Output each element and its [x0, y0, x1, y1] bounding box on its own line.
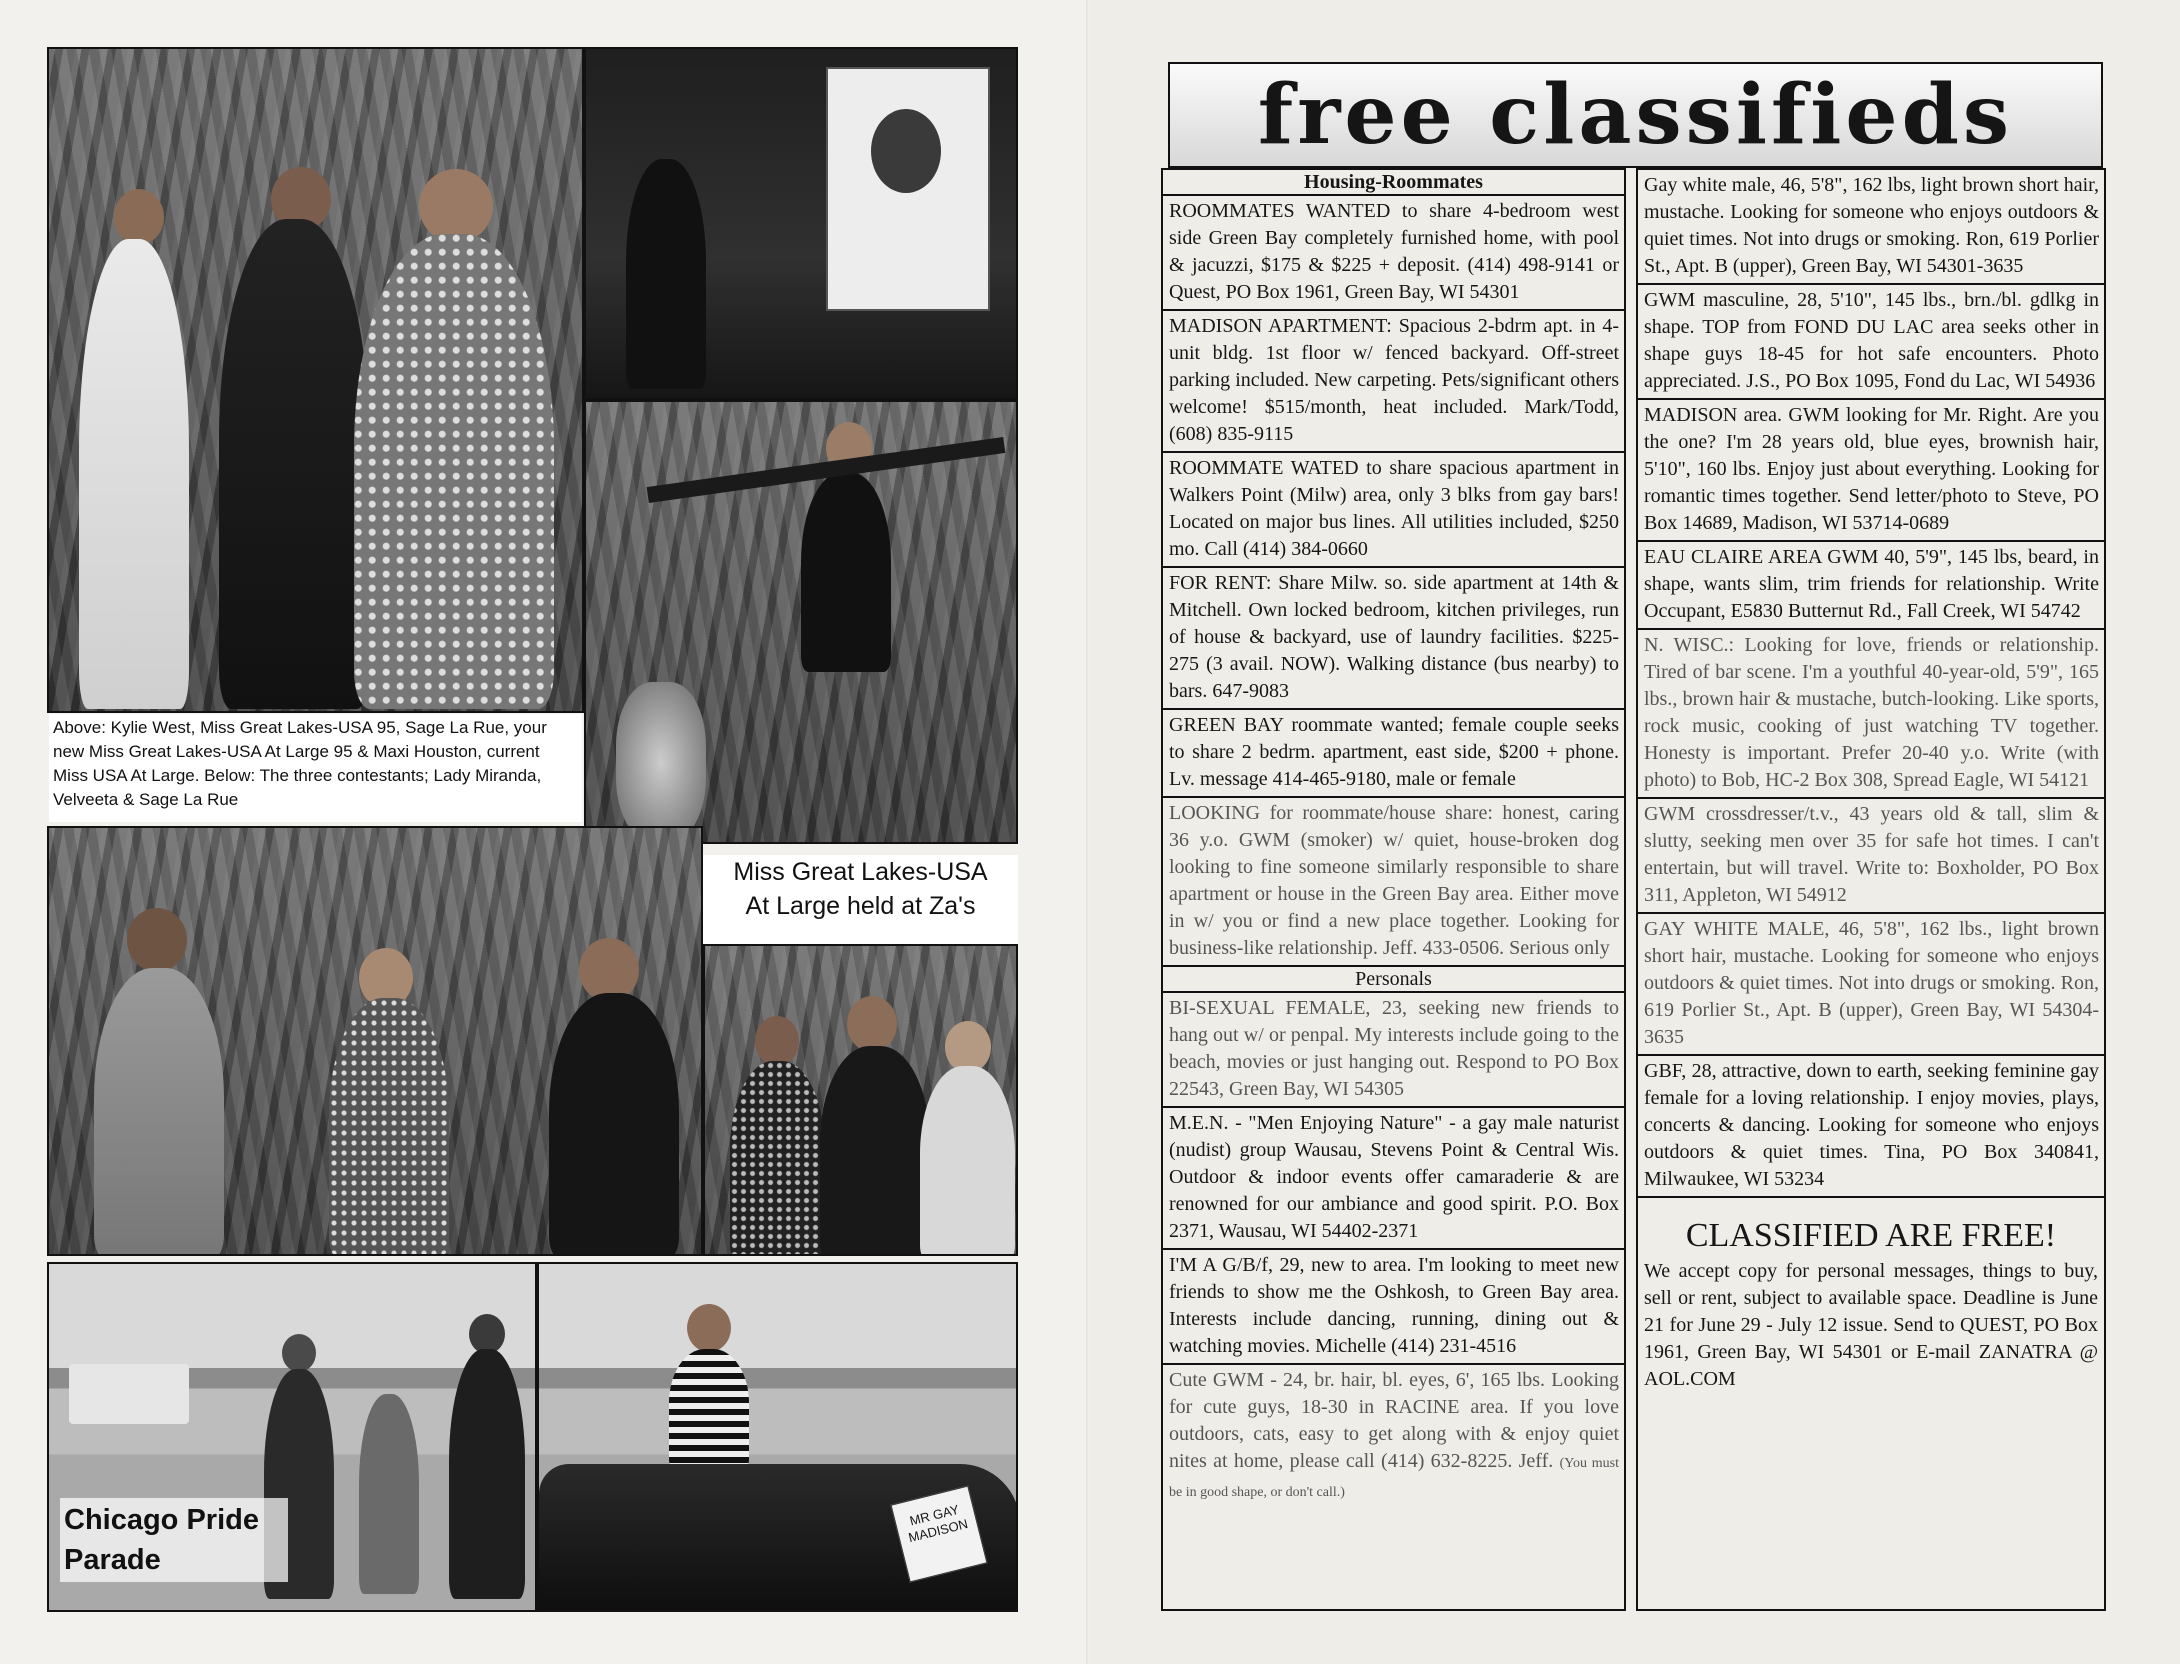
free-classifieds-notice [1638, 1198, 2104, 1393]
free-notice-body: We accept copy for personal messages, things to buy, sell or rent, subject to available space. Deadline is June 21 for June 29 - July 12 issue. Send to QUEST, PO Box 1961, Green Bay, WI 54301 or E-mail ZANATRA @ AOL.COM [1644, 1260, 2098, 1390]
classified-ad: GAY WHITE MALE, 46, 5'8", 162 lbs., light brown short hair, mustache. Looking for someone who enjoys outdoors & quiet times. Not into drugs or smoking. Ron, 619 Porlier St., Apt. B (upper), Green Bay, WI 54304-3635 [1638, 914, 2104, 1056]
classified-ad: M.E.N. - "Men Enjoying Nature" - a gay male naturist (nudist) group Wausau, Stevens Point & Central Wis. Outdoor & indoor events offer camaraderie & are renowned for our ambiance and good spirit. P.O. Box 2371, Wausau, WI 54402-2371 [1163, 1108, 1624, 1250]
section-heading-housing: Housing-Roommates [1163, 170, 1624, 196]
classifieds-masthead: free classifieds [1168, 62, 2103, 168]
photo-caption-winners: Above: Kylie West, Miss Great Lakes-USA 95, Sage La Rue, your new Miss Great Lakes-USA At Large 95 & Maxi Houston, current Miss USA At Large. Below: The three contestants; Lady Miranda, Velveeta & Sage La Rue [49, 714, 582, 822]
parade-caption: Chicago Pride Parade [60, 1498, 288, 1582]
section-heading-personals: Personals [1163, 965, 1624, 993]
mr-gay-madison-sign: MR GAY MADISON [891, 1486, 988, 1583]
free-notice-title: CLASSIFIED ARE FREE! [1685, 1217, 2057, 1254]
classified-ad: GWM crossdresser/t.v., 43 years old & tall, slim & slutty, seeking men over 35 for safe hot times. I can't entertain, but will travel. Write to: Boxholder, PO Box 311, Appleton, WI 54912 [1638, 799, 2104, 914]
classified-ad: GREEN BAY roommate wanted; female couple seeks to share 2 bedrm. apartment, east side, $200 + phone. Lv. message 414-465-9180, male or female [1163, 710, 1624, 798]
classified-ad: ROOMMATE WATED to share spacious apartment in Walkers Point (Milw) area, only 3 blks from gay bars! Located on major bus lines. All utilities included, $250 mo. Call (414) 384-0660 [1163, 453, 1624, 568]
photo-stage-portrait [584, 47, 1018, 400]
photo-dancer [584, 400, 1018, 844]
classified-ad: EAU CLAIRE AREA GWM 40, 5'9", 145 lbs, beard, in shape, wants slim, trim friends for relationship. Write Occupant, E5830 Butternut Rd., Fall Creek, WI 54742 [1638, 542, 2104, 630]
classified-ad: BI-SEXUAL FEMALE, 23, seeking new friends to hang out w/ or penpal. My interests include going to the beach, movies or just hanging out. Respond to PO Box 22543, Green Bay, WI 54305 [1163, 993, 1624, 1108]
classified-ad: FOR RENT: Share Milw. so. side apartment at 14th & Mitchell. Own locked bedroom, kitchen privileges, run of house & backyard, use of laundry facilities. $225-275 (3 avail. NOW). Walking distance (bus nearby) to bars. 647-9083 [1163, 568, 1624, 710]
classified-ad: I'M A G/B/f, 29, new to area. I'm looking to meet new friends to show me the Oshkosh, to Green Bay area. Interests include dancing, running, dining out & watching movies. Michelle (414) 231-4516 [1163, 1250, 1624, 1365]
classified-ad-note: (You must be in good shape, or don't call.) [1169, 1456, 1619, 1500]
classified-ad: MADISON area. GWM looking for Mr. Right. Are you the one? I'm 28 years old, blue eyes, brownish hair, 5'10", 160 lbs. Enjoy just about everything. Looking for romantic times together. Send letter/photo to Steve, PO Box 14689, Madison, WI 53714-0689 [1638, 400, 2104, 542]
photo-crowned-trio [703, 944, 1018, 1256]
photo-crowned-winners [47, 47, 584, 713]
classifieds-left-column [1161, 168, 1626, 1611]
photo-parade-convertible [537, 1262, 1018, 1612]
event-caption: Miss Great Lakes-USA At Large held at Za's [703, 855, 1018, 945]
classified-ad: LOOKING for roommate/house share: honest, caring 36 y.o. GWM (smoker) w/ quiet, house-broken dog looking to fine someone similarly responsible to share apartment or house in the Green Bay area. Either move in w/ you or find a new place together. Looking for business-like relationship. Jeff. 433-0506. Serious only [1169, 802, 1619, 959]
classified-ad: N. WISC.: Looking for love, friends or relationship. Tired of bar scene. I'm a youthful 40-year-old, 5'9", 165 lbs., brown hair & mustache, butch-looking. Like sports, rock music, cooking of just watching TV together. Honesty is important. Prefer 20-40 y.o. Write (with photo) to Bob, HC-2 Box 308, Spread Eagle, WI 54121 [1638, 630, 2104, 799]
classified-ad: MADISON APARTMENT: Spacious 2-bdrm apt. in 4-unit bldg. 1st floor w/ fenced backyard. Off-street parking included. New carpeting. Pets/significant others welcome! $515/month, heat included. Mark/Todd, (608) 835-9115 [1163, 311, 1624, 453]
classifieds-right-column [1636, 168, 2106, 1611]
classified-ad: Gay white male, 46, 5'8", 162 lbs, light brown short hair, mustache. Looking for someone who enjoys outdoors & quiet times. Not into drugs or smoking. Ron, 619 Porlier St., Apt. B (upper), Green Bay, WI 54301-3635 [1638, 170, 2104, 285]
classified-ad: GWM masculine, 28, 5'10", 145 lbs., brn./bl. gdlkg in shape. TOP from FOND DU LAC area seeks other in shape guys 18-45 for hot safe encounters. Photo appreciated. J.S., PO Box 1095, Fond du Lac, WI 54936 [1638, 285, 2104, 400]
photo-three-contestants [47, 826, 703, 1256]
classified-ad: ROOMMATES WANTED to share 4-bedroom west side Green Bay completely furnished home, with pool & jacuzzi, $175 & $225 + deposit. (414) 498-9141 or Quest, PO Box 1961, Green Bay, WI 54301 [1163, 196, 1624, 311]
classified-ad-text: Cute GWM - 24, br. hair, bl. eyes, 6', 165 lbs. Looking for cute guys, 18-30 in RACINE area. If you love outdoors, cats, easy to get along with & enjoy quiet nites at home, please call (414) 632-8225. Jeff. [1169, 1369, 1619, 1472]
classified-ad: GBF, 28, attractive, down to earth, seeking feminine gay female for a loving relationship. I enjoy movies, plays, concerts & dancing. Looking for someone who enjoys outdoors & quiet times. Tina, PO Box 340841, Milwaukee, WI 53234 [1638, 1056, 2104, 1198]
classified-ad-last [1163, 1365, 1624, 1509]
